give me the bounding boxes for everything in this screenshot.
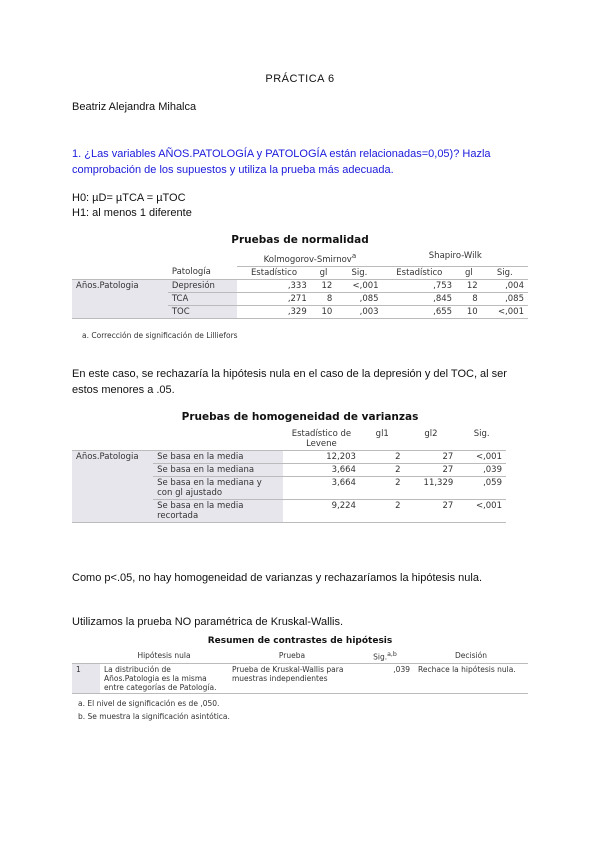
table-row [72,451,506,464]
page-title: PRÁCTICA 6 [265,73,335,85]
col-sig: Sig. [473,429,490,439]
cell: ,003 [359,306,379,317]
cell: 11,329 [423,478,454,488]
cell: 10 [321,306,333,317]
cell: <,001 [352,280,379,291]
author-name: Beatriz Alejandra Mihalca [72,101,197,113]
cell: 2 [395,478,401,488]
col-ks-gl: gl [319,267,328,278]
ks-header-label: Kolmogorov-Smirnov [263,254,352,265]
levene-table [72,428,506,523]
cell: 12 [466,280,478,291]
cell: ,085 [359,293,379,304]
cell: 3,664 [331,465,356,475]
normality-table [72,250,528,319]
row-variable: Años.Patologia [72,451,153,523]
cell: 2 [395,465,401,475]
cell: <,001 [475,452,502,462]
cell: ,271 [287,293,307,304]
row-label: Se basa en la mediana y con gl ajustado [153,477,283,500]
row-variable: Años.Patologia [72,279,168,318]
hypsum-note-b: b. Se muestra la significación asintótica. [78,712,230,721]
table-row [72,663,528,693]
col-patologia: Patología [171,267,211,278]
row-group: TCA [168,292,237,305]
cell: ,655 [433,306,453,317]
hypothesis-h0: H0: µD= µTCA = µTOC [72,192,186,204]
col-null-hyp: Hipótesis nula [137,651,191,660]
cell: 8 [326,293,333,304]
cell: 10 [466,306,478,317]
row-number: 1 [72,663,100,693]
cell: 3,664 [331,478,356,488]
paragraph-kruskal: Utilizamos la prueba NO paramétrica de Kruskal-Wallis. [72,616,344,628]
levene-caption: Pruebas de homogeneidad de varianzas [181,411,419,423]
col-sw-sig: Sig. [496,267,513,278]
cell: 2 [395,501,401,511]
cell: 27 [442,452,454,462]
col-test: Prueba [278,651,306,660]
row-group: Depresión [168,279,237,292]
paragraph-normality: En este caso, se rechazaría la hipótesis nula en el caso de la depresión y del TOC, al ser estos menores a .05. [72,368,507,396]
cell-test: Prueba de Kruskal-Wallis para muestras independientes [232,664,344,683]
row-label: Se basa en la media [153,451,283,464]
cell: <,001 [497,306,524,317]
cell: 12 [321,280,333,291]
col-sw-stat: Estadístico [396,267,443,278]
col-ks-sig: Sig. [351,267,368,278]
row-label: Se basa en la media recortada [153,500,283,523]
hypsum-table [72,650,528,694]
cell: 12,203 [326,452,356,462]
ks-header [237,250,382,266]
cell-decision: Rechace la hipótesis nula. [418,664,516,674]
cell: ,039 [483,465,502,475]
normality-caption: Pruebas de normalidad [231,234,369,246]
cell: ,333 [287,280,307,291]
cell: ,059 [483,478,502,488]
col-sw-gl: gl [465,267,473,278]
question-text: 1. ¿Las variables AÑOS.PATOLOGÍA y PATOLOGÍA están relacionadas=0,05)? Hazla comprobación de los supuestos y utiliza la prueba más adecuada. [72,148,491,176]
ks-footnote-mark: a [351,251,357,260]
cell: 2 [395,452,401,462]
cell: 8 [472,293,478,304]
col-decision: Decisión [455,651,487,660]
col-levene-stat: Estadístico de Levene [291,429,352,449]
cell: 27 [442,465,454,475]
cell: ,753 [433,280,453,291]
col-gl2: gl2 [424,429,438,439]
paragraph-homogeneity: Como p<.05, no hay homogeneidad de varianzas y rechazaríamos la hipótesis nula. [72,572,482,584]
col-sig-label: Sig. [373,652,388,662]
hypothesis-h1: H1: al menos 1 diferente [72,207,192,219]
row-group: TOC [168,305,237,318]
col-ks-stat: Estadístico [250,267,298,278]
cell: 27 [442,501,454,511]
cell: 9,224 [331,501,356,511]
row-label: Se basa en la mediana [153,464,283,477]
cell-null-hyp: La distribución de Años.Patologia es la misma entre categorías de Patología. [104,664,217,692]
col-sig-footnote-mark: a,b [387,651,397,658]
col-gl1: gl1 [375,429,389,439]
col-sig [356,650,414,663]
normality-footnote: a. Corrección de significación de Lilliefors [82,331,238,340]
cell: <,001 [475,501,502,511]
cell: ,329 [287,306,307,317]
hypsum-caption: Resumen de contrastes de hipótesis [207,636,393,646]
cell: ,004 [505,280,524,291]
hypsum-note-a: a. El nivel de significación es de ,050. [78,699,220,708]
cell: ,085 [505,293,524,304]
cell: ,845 [433,293,453,304]
table-row [72,279,528,292]
sw-header: Shapiro-Wilk [383,250,528,266]
cell-sig: ,039 [393,664,410,674]
